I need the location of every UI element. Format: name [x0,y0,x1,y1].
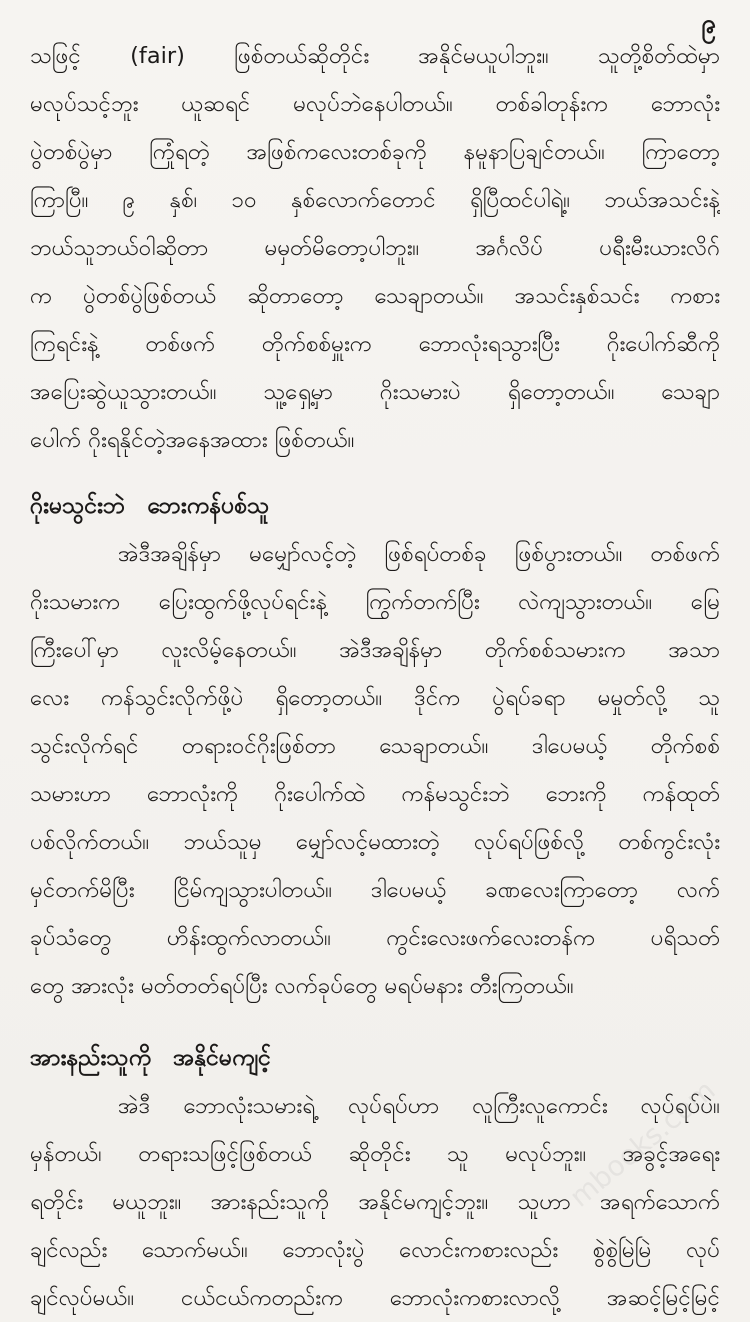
text-line: ဘယ်သူဘယ်ဝါဆိုတာ မမှတ်မိတော့ပါဘူး။ အင်္ဂလိပ် ပရီးမီးယားလိဂ် [30,235,720,261]
text-line: သွင်းလိုက်ရင် တရားဝင်ဂိုးဖြစ်တာ သေချာတယ်။ ဒါပေမယ့် တိုက်စစ် [30,733,720,759]
text-line: ကြရင်းနဲ့ တစ်ဖက် တိုက်စစ်မှူးက ဘောလုံးရသွားပြီး ဂိုးပေါက်ဆီကို [30,331,720,357]
text-line: ချင်လုပ်မယ်။ ငယ်ငယ်ကတည်းက ဘောလုံးကစားလာလို့ အဆင့်မြင့်မြင့် [30,1285,720,1311]
text-line: ကြီးပေါ်မှာ လူးလိမ့်နေတယ်။ အဲဒီအချိန်မှာ တိုက်စစ်သမားက အသာ [30,637,720,663]
text-line: သမားဟာ ဘောလုံးကို ဂိုးပေါက်ထဲ ကန်မသွင်းဘဲ ဘေးကို ကန်ထုတ် [30,781,720,807]
section-heading: အားနည်းသူကို အနိုင်မကျင့် [30,1045,271,1071]
text-line: ပစ်လိုက်တယ်။ ဘယ်သူမှ မျှော်လင့်မထားတဲ့ လုပ်ရပ်ဖြစ်လို့ တစ်ကွင်းလုံး [30,829,720,855]
text-line: ဂိုးသမားက ပြေးထွက်ဖို့လုပ်ရင်းနဲ့ ကြွက်တက်ပြီး လဲကျသွားတယ်။ မြေ [30,589,720,615]
text-line: အပြေးဆွဲယူသွားတယ်။ သူ့ရှေ့မှာ ဂိုးသမားပဲ ရှိတော့တယ်။ သေချာ [30,379,720,405]
paragraph-intro [30,32,720,464]
text-line: ပေါက် ဂိုးရနိုင်တဲ့အနေအထား ဖြစ်တယ်။ [30,427,355,453]
section-body [30,1082,720,1322]
text-line: မှန်တယ်၊ တရားသဖြင့်ဖြစ်တယ် ဆိုတိုင်း သူ မလုပ်ဘူး။ အခွင့်အရေး [30,1141,720,1167]
page-number: ၉ [701,9,716,39]
text-line: ခုပ်သံတွေ ဟိန်းထွက်လာတယ်။ ကွင်းလေးဖက်လေးတန်က ပရိသတ် [30,925,720,951]
text-line: တွေ အားလုံး မတ်တတ်ရပ်ပြီး လက်ခုပ်တွေ မရပ်မနား တီးကြတယ်။ [30,973,574,999]
text-line: က ပွဲတစ်ပွဲဖြစ်တယ် ဆိုတာတော့ သေချာတယ်။ အသင်းနှစ်သင်း ကစား [30,283,720,309]
page-content [30,32,720,1322]
text-line: လေး ကန်သွင်းလိုက်ဖို့ပဲ ရှိတော့တယ်။ ဒိုင်က ပွဲရပ်ခရာ မမှုတ်လို့ သူ [30,685,720,711]
text-line: ကြာပြီ။ ၉ နှစ်၊ ၁၀ နှစ်လောက်တောင် ရှိပြီထင်ပါရဲ့။ ဘယ်အသင်းနဲ့ [30,187,720,213]
text-line: ရတိုင်း မယူဘူး။ အားနည်းသူကို အနိုင်မကျင့်ဘူး။ သူဟာ အရက်သောက် [30,1189,720,1215]
watermark: mbooks.com [563,1073,722,1214]
text-line: ပွဲတစ်ပွဲမှာ ကြုံရတဲ့ အဖြစ်ကလေးတစ်ခုကို နမူနာပြချင်တယ်။ ကြာတော့ [30,139,720,165]
text-line: အဲဒီ ဘောလုံးသမားရဲ့ လုပ်ရပ်ဟာ လူကြီးလူကောင်း လုပ်ရပ်ပဲ။ [118,1093,720,1119]
text-line: မှင်တက်မိပြီး ငြိမ်ကျသွားပါတယ်။ ဒါပေမယ့် ခဏလေးကြာတော့ လက် [30,877,720,903]
text-line: မလုပ်သင့်ဘူး ယူဆရင် မလုပ်ဘဲနေပါတယ်။ တစ်ခါတုန်းက ဘောလုံး [30,91,720,117]
section-body [30,530,720,1010]
text-line: ချင်လည်း သောက်မယ်။ ဘောလုံးပွဲ လောင်းကစားလည်း စွဲစွဲမြဲမြဲ လုပ် [30,1237,720,1263]
text-line: သဖြင့် (fair) ဖြစ်တယ်ဆိုတိုင်း အနိုင်မယူပါဘူး။ သူတို့စိတ်ထဲမှာ [30,43,720,69]
section-heading: ဂိုးမသွင်းဘဲ ဘေးကန်ပစ်သူ [30,493,270,519]
text-line: အဲဒီအချိန်မှာ မမျှော်လင့်တဲ့ ဖြစ်ရပ်တစ်ခု ဖြစ်ပွားတယ်။ တစ်ဖက် [118,541,720,567]
